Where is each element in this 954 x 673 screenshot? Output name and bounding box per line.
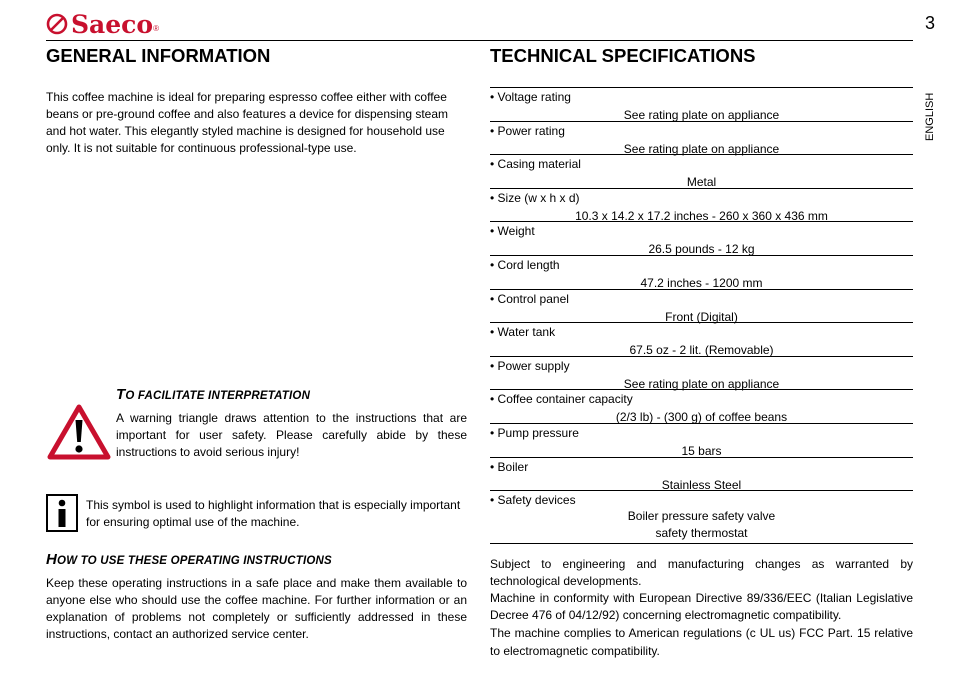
general-information-text: This coffee machine is ideal for preparing espresso coffee either with coffee beans or pre-ground coffee and also features a device for dispensing steam and hot water. This elegantly styled machine is designed for household use only. It is not suitable for continuous professional-type use. [46,90,449,155]
spec-row [490,423,913,457]
registered-mark: ® [153,24,159,33]
spec-label: • Voltage rating [490,90,571,104]
spec-label: • Control panel [490,291,569,306]
spec-label: • Power rating [490,123,565,138]
spec-value: 67.5 oz - 2 lit. (Removable) [629,343,774,358]
spec-value: 47.2 inches - 1200 mm [640,275,763,290]
footnotes [490,556,913,660]
interpretation-heading [116,386,310,403]
spec-row [490,188,913,222]
spec-value: (2/3 lb) - (300 g) of coffee beans [615,410,788,425]
brand-name: Saeco [71,9,154,39]
spec-label: • Casing material [490,157,581,172]
spec-label: • Cord length [490,257,560,272]
info-text: This symbol is used to highlight information that is especially important for ensuring optimal use of the machine. [86,498,461,529]
spec-label: • Safety devices [490,493,576,508]
howto-heading-rest: OW TO USE THESE OPERATING INSTRUCTIONS [57,555,332,567]
language-text: ENGLISH [924,93,936,142]
spec-row [490,255,913,289]
spec-label: • Boiler [490,459,529,474]
header-rule [46,40,913,41]
spec-value: Metal [686,175,717,190]
spec-value: See rating plate on appliance [623,376,780,391]
howto-heading [46,551,332,568]
spec-value [490,508,913,542]
spec-row [490,87,913,121]
spec-label: • Pump pressure [490,425,579,440]
general-information-title: GENERAL INFORMATION [46,45,271,66]
spec-value: 26.5 pounds - 12 kg [648,242,755,257]
spec-row [490,221,913,255]
spec-row [490,322,913,356]
spec-value: See rating plate on appliance [623,141,780,156]
spec-value: 10.3 x 14.2 x 17.2 inches - 260 x 360 x 436 mm [575,208,828,223]
warning-text: A warning triangle draws attention to the instructions that are important for user safety. Please carefully abide by these instructions to avoid serious injury! [116,411,467,459]
spec-value: Front (Digital) [665,309,738,324]
footnote-fcc: The machine complies to American regulations (c UL us) FCC Part. 15 relative to electromagnetic compatibility. [490,626,913,658]
spec-value: Stainless Steel [661,477,742,492]
spec-table [490,87,913,544]
language-label [920,93,940,153]
spec-value: See rating plate on appliance [623,108,780,122]
spec-value-line: Boiler pressure safety valve [627,509,776,524]
spec-row-safety [490,490,913,544]
spec-row [490,154,913,188]
spec-label: • Power supply [490,358,570,373]
spec-row [490,356,913,390]
warning-triangle-icon [47,404,111,460]
spec-value: 15 bars [681,443,722,458]
spec-label: • Coffee container capacity [490,392,633,407]
spec-row [490,121,913,155]
spec-label: • Water tank [490,325,556,340]
interpretation-heading-rest: O FACILITATE INTERPRETATION [125,390,311,402]
brand-logo [46,10,159,38]
spec-row [490,289,913,323]
technical-specifications-title: TECHNICAL SPECIFICATIONS [490,45,756,66]
howto-text: Keep these operating instructions in a safe place and make them available to anyone else who should use the coffee machine. For further information or an explanation of problems not completely or sufficiently addressed in these instructions, contact an authorized service center. [46,576,467,641]
spec-label: • Size (w x h x d) [490,190,580,205]
spec-row [490,457,913,491]
howto-heading-cap: H [46,551,58,568]
spec-value-line: safety thermostat [655,526,748,541]
saeco-logo-icon [46,13,68,35]
info-icon [46,494,78,532]
spec-label: • Weight [490,224,535,239]
page-number: 3 [925,13,936,33]
spec-row [490,389,913,423]
footnote-changes: Subject to engineering and manufacturing changes as warranted by technological developments. [490,557,913,588]
interpretation-heading-cap: T [116,386,126,403]
footnote-eu-directive: Machine in conformity with European Directive 89/336/EEC (Italian Legislative Decree 476 of 04/12/92) concerning electromagnetic compatibility. [490,591,913,622]
